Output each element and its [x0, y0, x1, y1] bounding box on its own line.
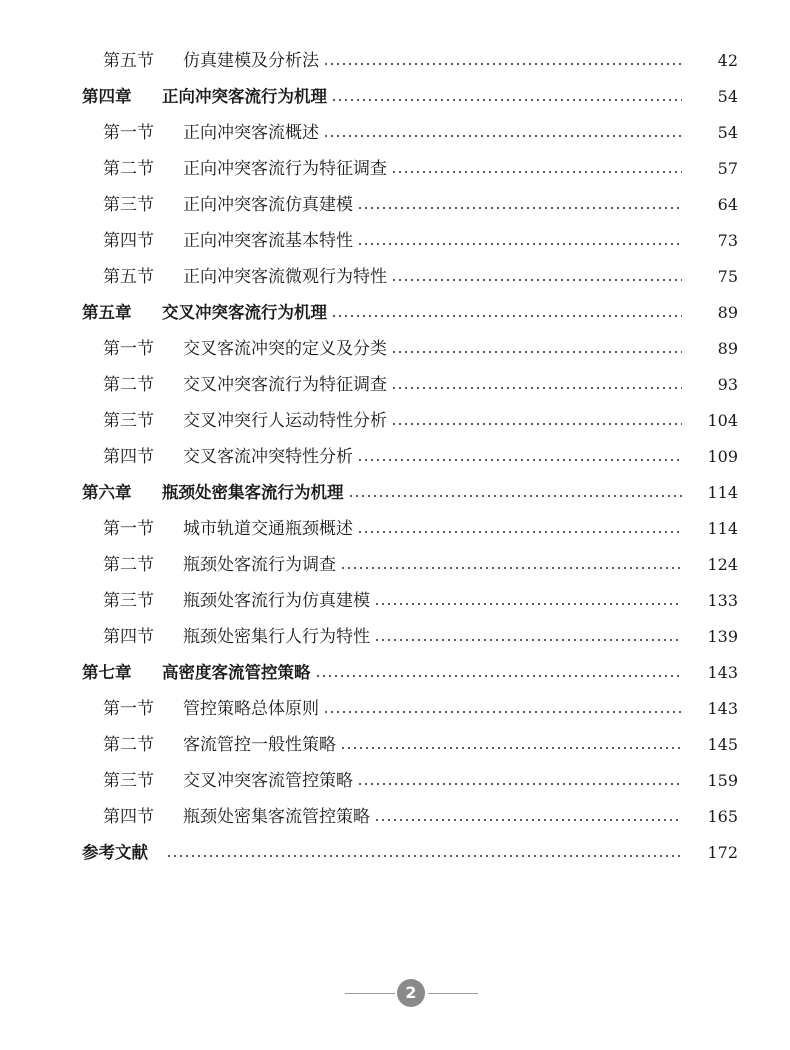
- toc-entry-title: 管控策略总体原则: [183, 699, 319, 719]
- dot-leader: [323, 63, 682, 65]
- toc-entry-page: 42: [717, 51, 738, 70]
- dot-leader: [340, 747, 682, 749]
- toc-entry-label: 第二节: [103, 735, 154, 755]
- toc-entry-page: 159: [707, 771, 738, 790]
- toc-entry-page: 133: [707, 591, 738, 610]
- toc-entry-label: 第四节: [103, 627, 154, 647]
- toc-chapter-entry[interactable]: [0, 295, 790, 331]
- dot-leader: [391, 171, 682, 173]
- toc-entry-page: 165: [707, 807, 738, 826]
- toc-entry-page: 89: [717, 339, 738, 358]
- toc-entry[interactable]: [0, 223, 790, 259]
- toc-entry-label: 第四节: [103, 447, 154, 467]
- dot-leader: [357, 207, 682, 209]
- toc-entry-label: 第六章: [82, 483, 132, 502]
- toc-entry[interactable]: [0, 115, 790, 151]
- toc-entry-label: 第一节: [103, 339, 154, 359]
- toc-entry-label: 第三节: [103, 195, 154, 215]
- toc-entry-page: 109: [707, 447, 738, 466]
- toc-entry-page: 143: [707, 699, 738, 718]
- toc-entry[interactable]: [0, 367, 790, 403]
- dot-leader: [391, 279, 682, 281]
- table-of-contents: [0, 43, 790, 871]
- toc-entry-title: 交叉客流冲突的定义及分类: [183, 339, 387, 359]
- footer-rule-right: [428, 993, 478, 994]
- toc-entry[interactable]: [0, 691, 790, 727]
- toc-entry-label: 第一节: [103, 519, 154, 539]
- toc-entry[interactable]: [0, 439, 790, 475]
- toc-entry-page: 143: [707, 663, 738, 682]
- toc-entry-title: 交叉冲突客流管控策略: [183, 771, 353, 791]
- toc-entry[interactable]: [0, 43, 790, 79]
- dot-leader: [374, 639, 682, 641]
- toc-entry-label: 第四节: [103, 231, 154, 251]
- toc-entry-title: 正向冲突客流基本特性: [183, 231, 353, 251]
- dot-leader: [357, 783, 682, 785]
- dot-leader: [357, 243, 682, 245]
- toc-entry[interactable]: [0, 511, 790, 547]
- toc-entry-label: 第一节: [103, 699, 154, 719]
- page-number-badge: 2: [397, 979, 425, 1007]
- toc-entry-label: 第五节: [103, 267, 154, 287]
- toc-entry-page: 54: [717, 123, 738, 142]
- toc-entry-label: 第四节: [103, 807, 154, 827]
- dot-leader: [331, 315, 682, 317]
- toc-entry-label: 第四章: [82, 87, 132, 106]
- toc-entry[interactable]: [0, 583, 790, 619]
- dot-leader: [340, 567, 682, 569]
- toc-entry-label: 第二节: [103, 159, 154, 179]
- toc-entry-page: 89: [717, 303, 738, 322]
- dot-leader: [348, 495, 683, 497]
- toc-chapter-entry[interactable]: [0, 475, 790, 511]
- dot-leader: [357, 531, 682, 533]
- toc-entry-page: 114: [707, 483, 738, 502]
- dot-leader: [374, 603, 682, 605]
- dot-leader: [391, 423, 682, 425]
- toc-entry[interactable]: [0, 151, 790, 187]
- toc-entry-title: 正向冲突客流仿真建模: [183, 195, 353, 215]
- toc-entry-label: 第五章: [82, 303, 132, 322]
- toc-entry-page: 93: [717, 375, 738, 394]
- toc-entry-label: 第三节: [103, 591, 154, 611]
- toc-entry-page: 104: [707, 411, 738, 430]
- dot-leader: [315, 675, 683, 677]
- dot-leader: [391, 351, 682, 353]
- toc-entry-title: 客流管控一般性策略: [183, 735, 336, 755]
- footer-rule-left: [345, 993, 395, 994]
- toc-references-entry[interactable]: [0, 835, 790, 871]
- toc-entry-page: 54: [717, 87, 738, 106]
- toc-entry-title: 正向冲突客流行为特征调查: [183, 159, 387, 179]
- toc-entry-title: 正向冲突客流行为机理: [162, 87, 327, 106]
- toc-entry-title: 瓶颈处客流行为仿真建模: [183, 591, 370, 611]
- toc-entry-label: 第五节: [103, 51, 154, 71]
- toc-entry-title: 交叉冲突客流行为特征调查: [183, 375, 387, 395]
- page-footer: [0, 978, 790, 1008]
- toc-entry-label: 参考文献: [82, 843, 148, 862]
- dot-leader: [357, 459, 682, 461]
- toc-entry-page: 172: [707, 843, 738, 862]
- toc-entry-label: 第三节: [103, 771, 154, 791]
- toc-entry[interactable]: [0, 727, 790, 763]
- toc-entry-title: 瓶颈处密集客流管控策略: [183, 807, 370, 827]
- toc-entry-title: 交叉冲突客流行为机理: [162, 303, 327, 322]
- toc-entry-label: 第一节: [103, 123, 154, 143]
- toc-entry-title: 正向冲突客流微观行为特性: [183, 267, 387, 287]
- toc-entry-label: 第七章: [82, 663, 132, 682]
- toc-entry-page: 139: [707, 627, 738, 646]
- toc-entry-title: 正向冲突客流概述: [183, 123, 319, 143]
- toc-entry[interactable]: [0, 331, 790, 367]
- toc-entry[interactable]: [0, 547, 790, 583]
- toc-entry-label: 第三节: [103, 411, 154, 431]
- toc-entry-label: 第二节: [103, 555, 154, 575]
- toc-entry-page: 73: [717, 231, 738, 250]
- toc-entry-title: 城市轨道交通瓶颈概述: [183, 519, 353, 539]
- dot-leader: [374, 819, 682, 821]
- toc-entry-page: 64: [717, 195, 738, 214]
- toc-entry-page: 57: [717, 159, 738, 178]
- dot-leader: [331, 99, 682, 101]
- toc-entry-title: 仿真建模及分析法: [183, 51, 319, 71]
- dot-leader: [323, 135, 682, 137]
- toc-entry-title: 交叉客流冲突特性分析: [183, 447, 353, 467]
- toc-entry-page: 145: [707, 735, 738, 754]
- toc-entry-page: 75: [717, 267, 738, 286]
- dot-leader: [391, 387, 682, 389]
- toc-entry[interactable]: [0, 259, 790, 295]
- toc-entry[interactable]: [0, 763, 790, 799]
- toc-entry-title: 高密度客流管控策略: [162, 663, 311, 682]
- toc-chapter-entry[interactable]: [0, 655, 790, 691]
- toc-entry-page: 124: [707, 555, 738, 574]
- toc-entry-page: 114: [707, 519, 738, 538]
- toc-entry[interactable]: [0, 403, 790, 439]
- toc-entry[interactable]: [0, 799, 790, 835]
- toc-entry[interactable]: [0, 187, 790, 223]
- toc-entry-title: 瓶颈处密集行人行为特性: [183, 627, 370, 647]
- dot-leader: [323, 711, 682, 713]
- toc-entry-title: 瓶颈处密集客流行为机理: [162, 483, 344, 502]
- dot-leader: [166, 855, 682, 857]
- toc-chapter-entry[interactable]: [0, 79, 790, 115]
- toc-entry-label: 第二节: [103, 375, 154, 395]
- toc-entry[interactable]: [0, 619, 790, 655]
- toc-entry-title: 瓶颈处客流行为调查: [183, 555, 336, 575]
- toc-entry-title: 交叉冲突行人运动特性分析: [183, 411, 387, 431]
